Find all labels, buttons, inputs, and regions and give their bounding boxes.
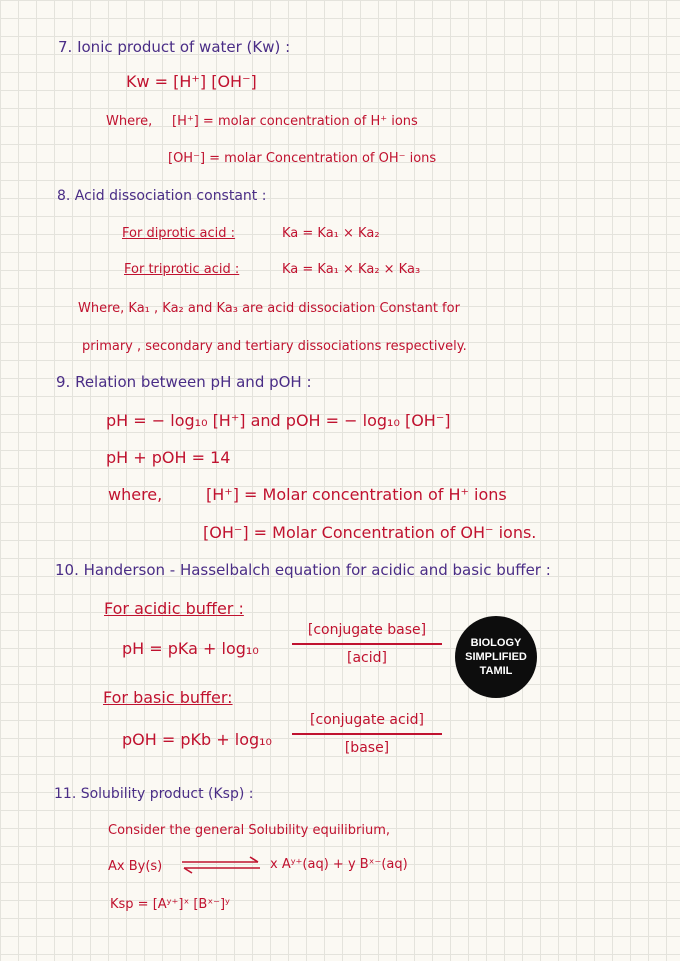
where-label: Where, <box>106 114 153 129</box>
ksp-equation: Ksp = [Aʸ⁺]ˣ [Bˣ⁻]ʸ <box>110 897 230 912</box>
oh-ion-definition: [OH⁻] = Molar Concentration of OH⁻ ions. <box>203 523 537 542</box>
fraction-bar <box>292 733 442 735</box>
basic-buffer-label: For basic buffer: <box>103 688 233 707</box>
fraction-numerator: [conjugate base] <box>307 622 427 638</box>
section-11-heading: 11. Solubility product (Ksp) : <box>54 786 254 802</box>
where-label: where, <box>108 485 163 504</box>
diprotic-label: For diprotic acid : <box>122 226 236 241</box>
triprotic-equation: Ka = Ka₁ × Ka₂ × Ka₃ <box>282 262 421 277</box>
section-9-heading: 9. Relation between pH and pOH : <box>56 373 312 391</box>
biology-simplified-tamil-logo <box>455 616 537 698</box>
basic-buffer-lhs: pOH = pKb + log₁₀ <box>122 730 272 749</box>
fraction-denominator: [acid] <box>347 649 387 666</box>
h-ion-definition: [H⁺] = Molar concentration of H⁺ ions <box>206 485 507 504</box>
basic-buffer-fraction <box>292 712 442 756</box>
logo-line-2: SIMPLIFIED <box>465 651 527 663</box>
ph-sum-equation: pH + pOH = 14 <box>106 448 231 467</box>
acidic-buffer-fraction <box>292 622 442 666</box>
fraction-numerator: [conjugate acid] <box>310 712 424 728</box>
fraction-denominator: [base] <box>344 739 390 756</box>
logo-line-3: TAMIL <box>479 665 513 677</box>
fraction-bar <box>292 643 442 645</box>
kw-equation: Kw = [H⁺] [OH⁻] <box>126 72 257 91</box>
oh-ion-definition: [OH⁻] = molar Concentration of OH⁻ ions <box>168 151 437 166</box>
ka-note-line-2: primary , secondary and tertiary dissociations respectively. <box>82 339 467 354</box>
acidic-buffer-lhs: pH = pKa + log₁₀ <box>122 639 259 658</box>
section-7-heading: 7. Ionic product of water (Kw) : <box>58 38 291 56</box>
logo-line-1: BIOLOGY <box>470 637 522 649</box>
equilibrium-products: x Aʸ⁺(aq) + y Bˣ⁻(aq) <box>270 857 408 872</box>
triprotic-label: For triprotic acid : <box>124 262 240 277</box>
equilibrium-reactant: Ax By(s) <box>108 859 163 874</box>
equilibrium-intro: Consider the general Solubility equilibrium, <box>108 823 391 838</box>
section-10-heading: 10. Handerson - Hasselbalch equation for acidic and basic buffer : <box>55 561 551 579</box>
diprotic-equation: Ka = Ka₁ × Ka₂ <box>282 226 380 241</box>
ph-poh-equation: pH = − log₁₀ [H⁺] and pOH = − log₁₀ [OH⁻] <box>106 411 451 430</box>
h-ion-definition: [H⁺] = molar concentration of H⁺ ions <box>172 114 418 129</box>
equilibrium-arrow-icon <box>180 855 262 875</box>
acidic-buffer-label: For acidic buffer : <box>104 599 244 618</box>
section-8-heading: 8. Acid dissociation constant : <box>57 188 267 204</box>
ka-note-line-1: Where, Ka₁ , Ka₂ and Ka₃ are acid dissociation Constant for <box>78 301 460 316</box>
